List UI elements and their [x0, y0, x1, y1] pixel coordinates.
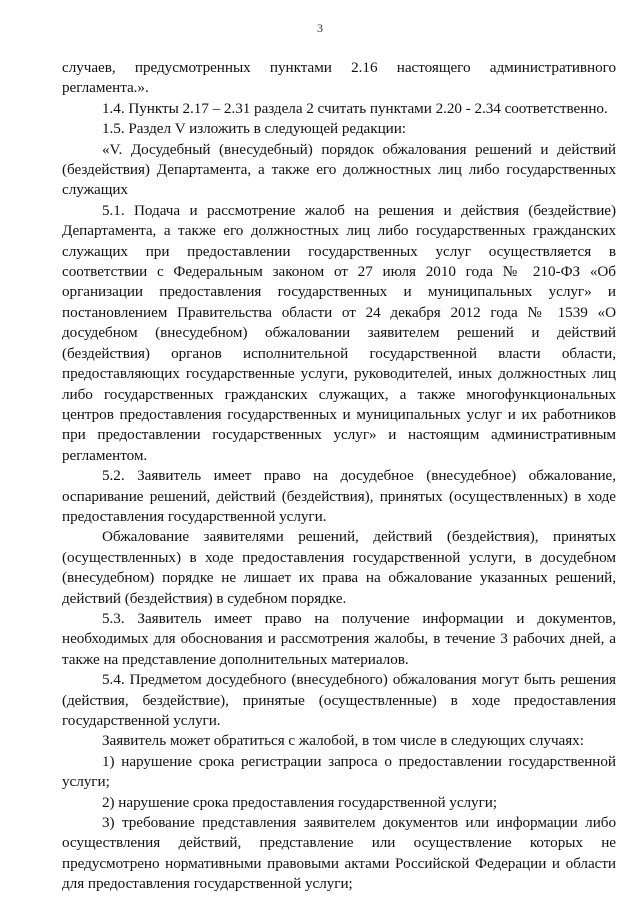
section-v-heading: «V. Досудебный (внесудебный) порядок обжалования решений и действий (бездействия) Департамента, а также его должностных лиц либо государственных служащих — [62, 140, 616, 199]
list-item-1: 1) нарушение срока регистрации запроса о предоставлении государственной услуги; — [62, 752, 616, 791]
paragraph-1-5: 1.5. Раздел V изложить в следующей редакции: — [102, 120, 406, 138]
paragraph-1-4: 1.4. Пункты 2.17 – 2.31 раздела 2 считать пунктами 2.20 - 2.34 соответственно. — [102, 99, 608, 117]
paragraph-5-1: 5.1. Подача и рассмотрение жалоб на решения и действия (бездействие) Департамента, а также его должностных лиц либо государственных гражданских служащих при предоставлении государственных услуг осуществляется в соответствии с Федеральным законом от 27 июля 2010 года № 210-ФЗ «Об организации предоставления государственных и муниципальных услуг» и постановлением Правительства области от 24 декабря 2012 года № 1539 «О досудебном (внесудебном) обжаловании заявителем решений и действий (бездействия) органов исполнительной государственной власти области, предоставляющих государственные услуги, руководителей, иных должностных лиц либо государственных гражданских служащих, а также многофункциональных центров предоставления государственных и муниципальных услуг и их работников при предоставлении государственных услуг» и настоящим административным регламентом. — [62, 201, 616, 464]
paragraph-appeal-note: Обжалование заявителями решений, действий (бездействия), принятых (осуществленных) в ходе предоставления государственной услуги, в досудебном (внесудебном) порядке не лишает их права на обжалование указанных решений, действий (бездействия) в судебном порядке. — [62, 528, 616, 607]
paragraph-cases-intro: Заявитель может обратиться с жалобой, в том числе в следующих случаях: — [102, 732, 584, 750]
paragraph-5-4: 5.4. Предметом досудебного (внесудебного) обжалования могут быть решения (действия, бездействие), принятые (осуществленные) в ходе предоставления государственной услуги. — [62, 671, 616, 729]
paragraph-5-2: 5.2. Заявитель имеет право на досудебное (внесудебное) обжалование, оспаривание решений, действий (бездействия), принятых (осуществленных) в ходе предоставления государственной услуги. — [62, 467, 616, 525]
document-body — [62, 58, 616, 895]
page-number: 3 — [317, 21, 323, 35]
paragraph-5-3: 5.3. Заявитель имеет право на получение информации и документов, необходимых для обоснования и рассмотрения жалобы, в течение 3 рабочих дней, а также на представление дополнительных материалов. — [62, 609, 616, 668]
paragraph-continuation: случаев, предусмотренных пунктами 2.16 настоящего административного регламента.». — [62, 59, 616, 97]
list-item-3: 3) требование представления заявителем документов или информации либо осуществления действий, представление или осуществление которых не предусмотрено нормативными правовыми актами Российской Федерации и области для предоставления государственной услуги; — [62, 814, 616, 893]
list-item-2: 2) нарушение срока предоставления государственной услуги; — [102, 793, 498, 811]
